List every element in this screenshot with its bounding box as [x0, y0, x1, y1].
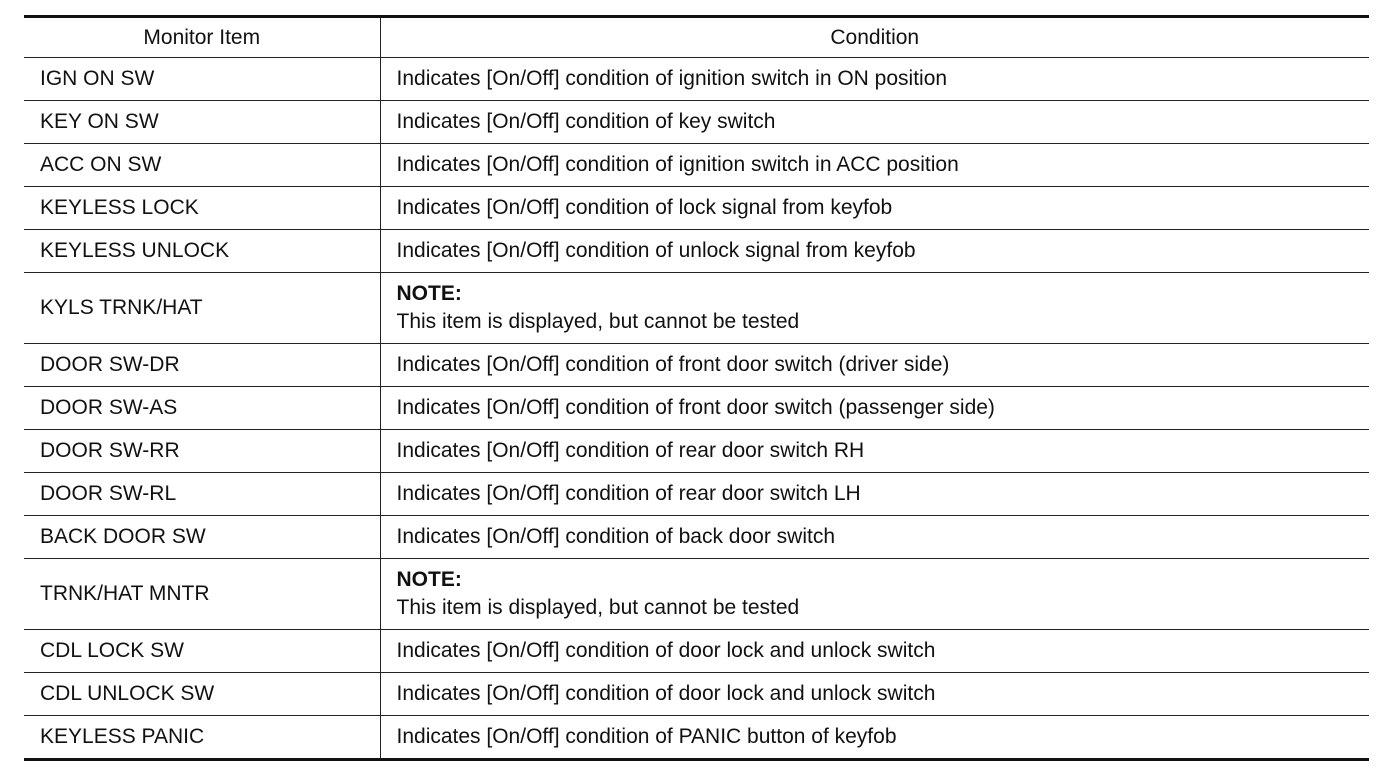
monitor-item-cell: KYLS TRNK/HAT: [24, 273, 380, 344]
condition-cell: Indicates [On/Off] condition of rear door switch RH: [380, 430, 1369, 473]
header-monitor-item: Monitor Item: [24, 17, 380, 58]
condition-cell: [380, 273, 1369, 344]
condition-cell: Indicates [On/Off] condition of back door switch: [380, 516, 1369, 559]
monitor-item-cell: KEYLESS LOCK: [24, 187, 380, 230]
monitor-item-cell: DOOR SW-AS: [24, 387, 380, 430]
header-condition: Condition: [380, 17, 1369, 58]
table-row: [24, 230, 1369, 273]
monitor-item-cell: KEY ON SW: [24, 101, 380, 144]
note-text: This item is displayed, but cannot be tested: [396, 596, 800, 619]
document-page: [24, 15, 1369, 761]
condition-cell: Indicates [On/Off] condition of front door switch (driver side): [380, 344, 1369, 387]
table-row: [24, 630, 1369, 673]
monitor-item-cell: DOOR SW-RR: [24, 430, 380, 473]
table-row: [24, 273, 1369, 344]
condition-cell: Indicates [On/Off] condition of door lock and unlock switch: [380, 630, 1369, 673]
monitor-item-cell: BACK DOOR SW: [24, 516, 380, 559]
monitor-item-cell: DOOR SW-DR: [24, 344, 380, 387]
table-row: [24, 559, 1369, 630]
condition-cell: Indicates [On/Off] condition of PANIC button of keyfob: [396, 725, 897, 748]
condition-cell: Indicates [On/Off] condition of door lock and unlock switch: [380, 673, 1369, 716]
table-row: [24, 144, 1369, 187]
condition-cell: Indicates [On/Off] condition of key switch: [380, 101, 1369, 144]
monitor-item-cell: CDL UNLOCK SW: [24, 673, 380, 716]
condition-cell: Indicates [On/Off] condition of front door switch (passenger side): [380, 387, 1369, 430]
note-label: NOTE:: [396, 568, 462, 591]
condition-cell: Indicates [On/Off] condition of rear door switch LH: [380, 473, 1369, 516]
monitor-item-cell: KEYLESS UNLOCK: [24, 230, 380, 273]
condition-cell: [380, 559, 1369, 630]
monitor-item-table: [24, 15, 1369, 761]
note-text: This item is displayed, but cannot be tested: [396, 310, 800, 333]
condition-cell: Indicates [On/Off] condition of lock signal from keyfob: [380, 187, 1369, 230]
table-row: [24, 473, 1369, 516]
monitor-item-cell: KEYLESS PANIC: [24, 716, 380, 760]
condition-cell: Indicates [On/Off] condition of unlock signal from keyfob: [380, 230, 1369, 273]
condition-cell: Indicates [On/Off] condition of ignition switch in ACC position: [380, 144, 1369, 187]
table-row: [24, 387, 1369, 430]
table-row: [24, 430, 1369, 473]
table-row: [24, 344, 1369, 387]
condition-cell: Indicates [On/Off] condition of ignition switch in ON position: [380, 58, 1369, 101]
table-row: [24, 673, 1369, 716]
table-row: [24, 101, 1369, 144]
note-label: NOTE:: [396, 282, 462, 305]
monitor-item-cell: DOOR SW-RL: [24, 473, 380, 516]
monitor-item-cell: CDL LOCK SW: [24, 630, 380, 673]
table-row: [24, 187, 1369, 230]
monitor-item-cell: TRNK/HAT MNTR: [24, 559, 380, 630]
monitor-item-cell: IGN ON SW: [24, 58, 380, 101]
table-header-row: [24, 17, 1369, 58]
table-row: [24, 716, 1369, 760]
monitor-item-cell: ACC ON SW: [24, 144, 380, 187]
table-row: [24, 58, 1369, 101]
table-row: [24, 516, 1369, 559]
